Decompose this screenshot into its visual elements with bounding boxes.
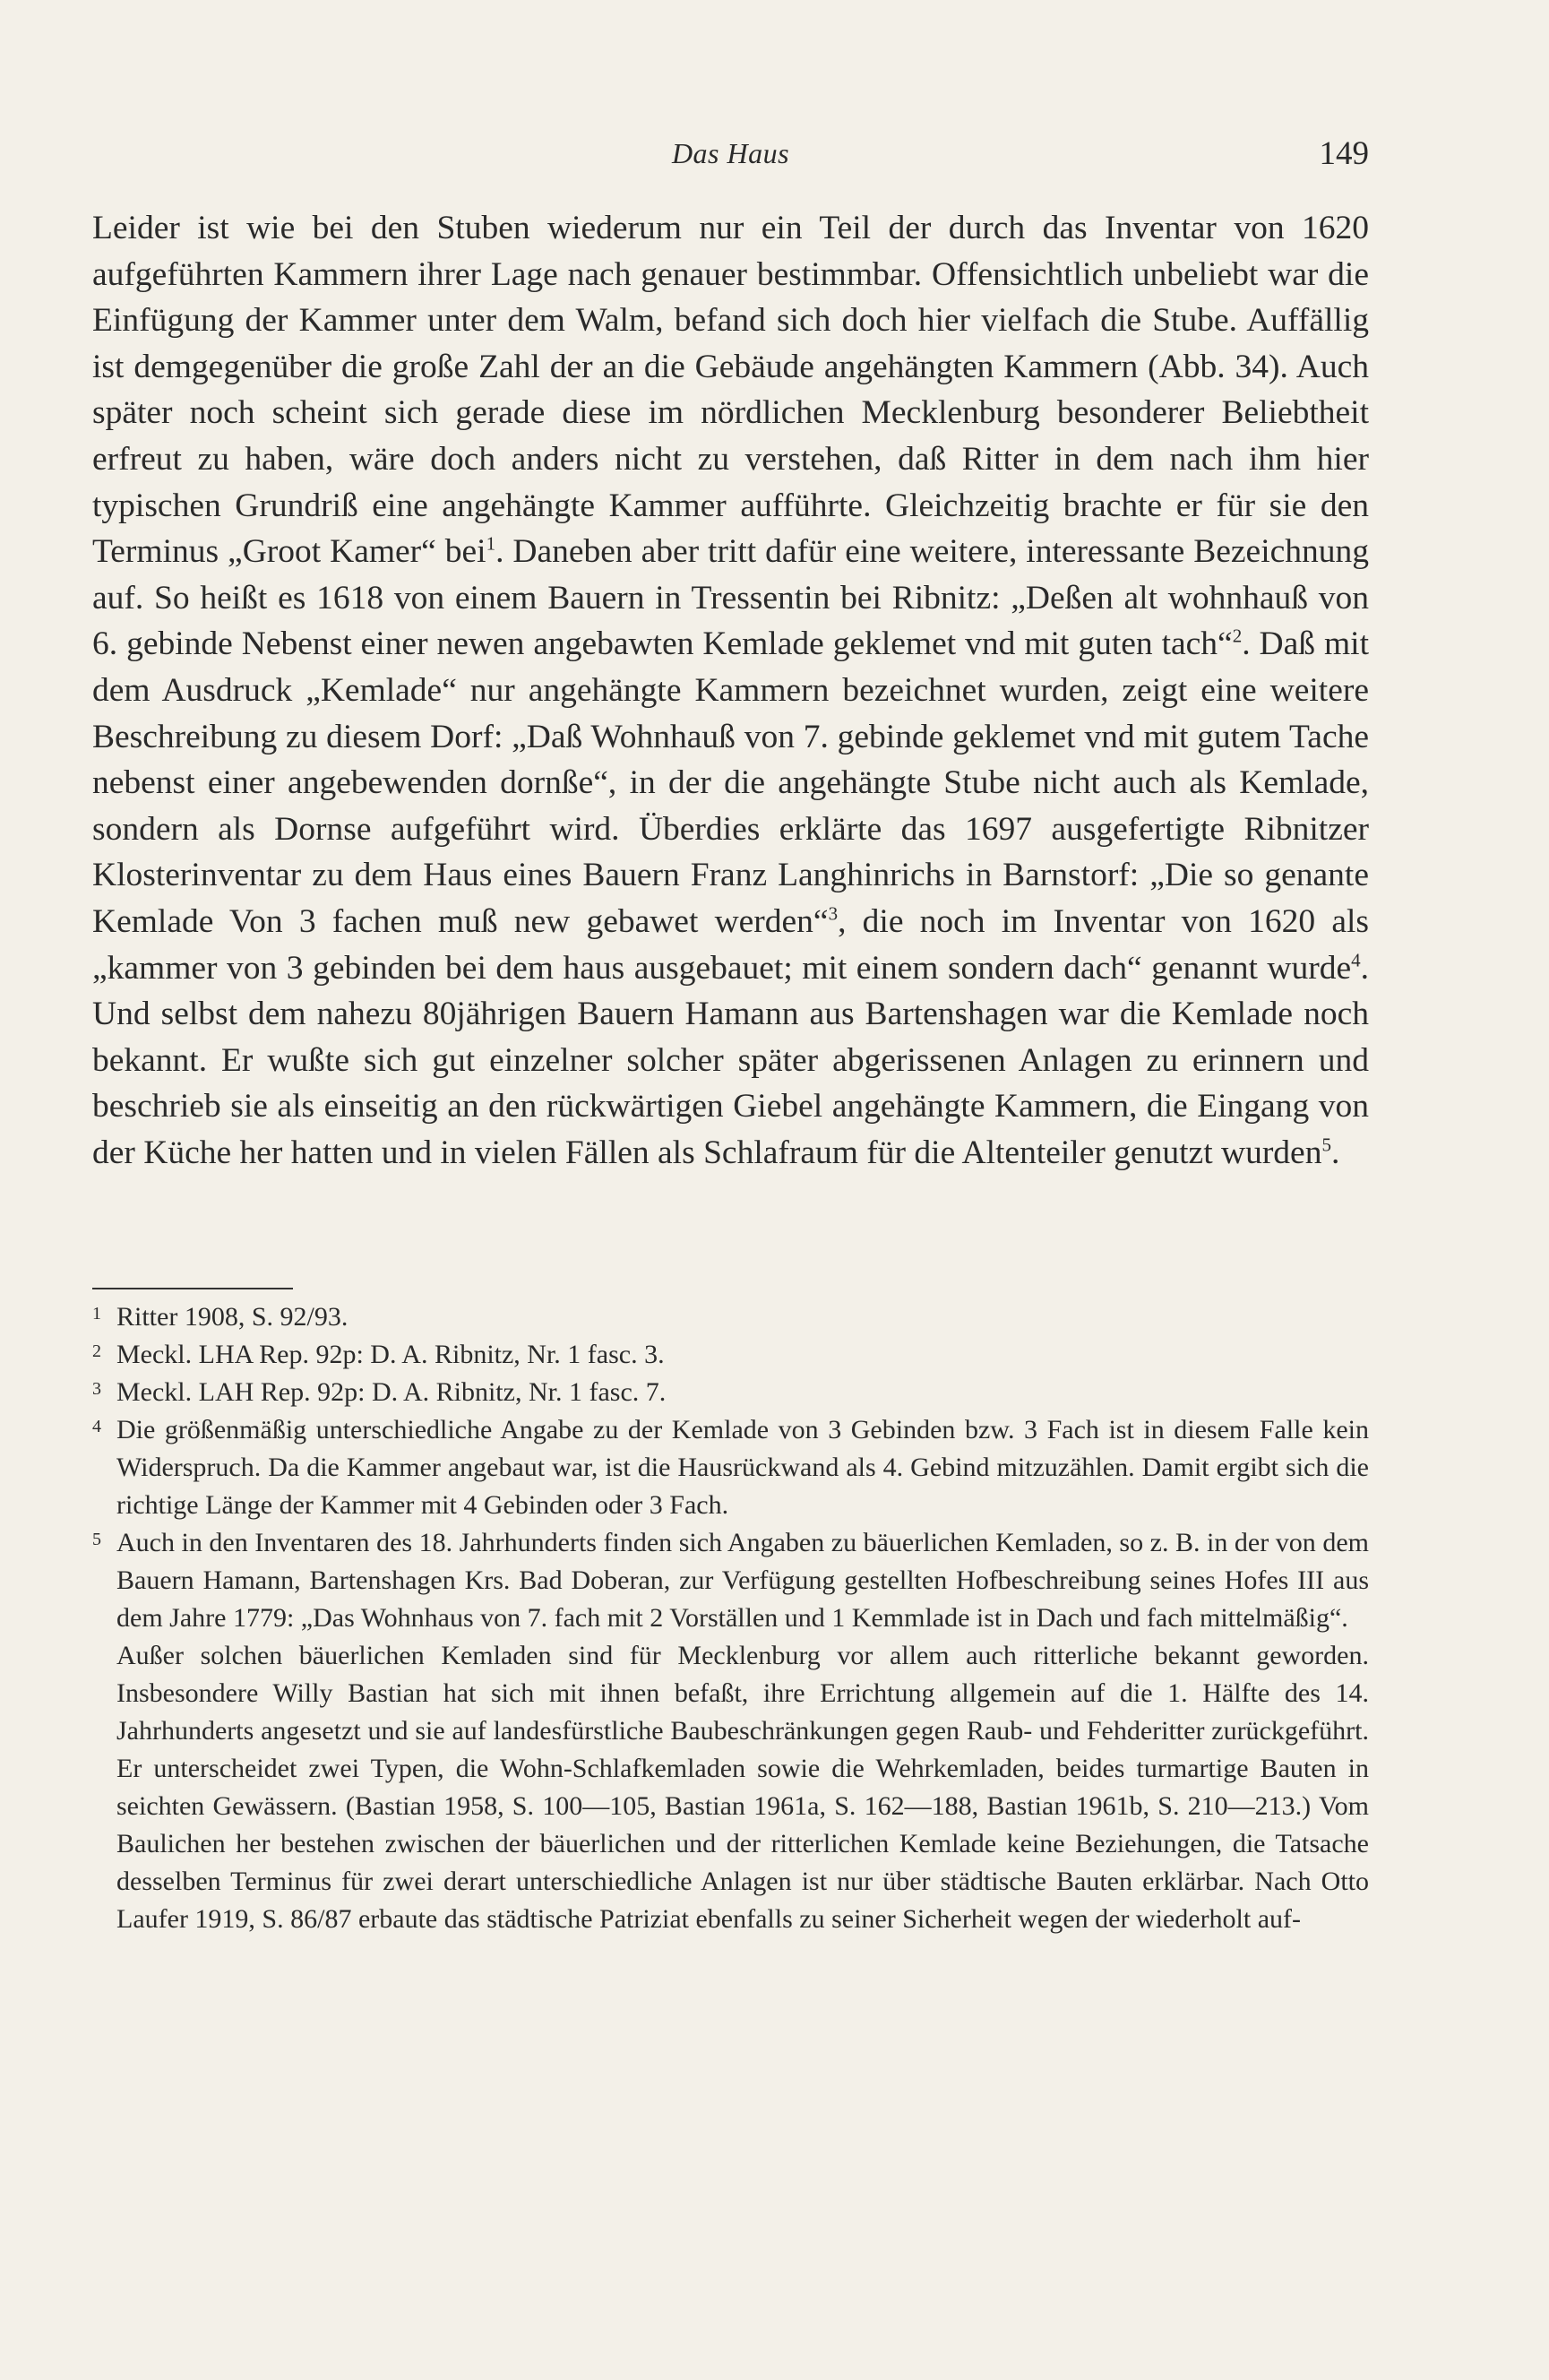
footnote-text: Meckl. LAH Rep. 92p: D. A. Ribnitz, Nr. 1 fasc. 7.	[116, 1377, 667, 1407]
text-segment: . Und selbst dem nahezu 80jährigen Bauern Hamann aus Bartenshagen war die Kemlade noch bekannt. Er wußte sich gut einzelner solcher später abgerissenen Anlagen zu erinnern und beschrieb sie als einseitig an den rückwärtigen Giebel angehängte Kammern, die Eingang von der Küche her hatten und in vielen Fällen als Schlafraum für die Altenteiler genutzt wurden	[92, 949, 1369, 1171]
footnote-text: Ritter 1908, S. 92/93.	[116, 1302, 349, 1332]
footnote-marker: 4	[1351, 949, 1361, 970]
footnote-marker: 2	[1232, 625, 1243, 647]
footnote-number: 3	[92, 1379, 101, 1399]
footnote	[92, 1411, 1369, 1524]
footnote-marker: 5	[1321, 1134, 1331, 1156]
text-segment: . Daneben aber tritt dafür eine weitere, interessante Bezeichnung auf. So heißt es 1618 von einem Bauern in Tressentin bei Ribnitz: „Deßen alt wohnhauß von 6. gebinde Nebenst einer newen angebawten Kemlade geklemet vnd mit guten tach“	[92, 533, 1370, 663]
footnote-number: 1	[92, 1304, 101, 1324]
footnote-divider	[92, 1288, 293, 1289]
footnote	[92, 1336, 1369, 1374]
text-segment: .	[1330, 1134, 1340, 1171]
footnote-text: Auch in den Inventaren des 18. Jahrhunderts finden sich Angaben zu bäuerlichen Kemladen, so z. B. in der von dem Bauern Hamann, Bartenshagen Krs. Bad Doberan, zur Verfügung gestellten Hofbeschreibung seines Hofes III aus dem Jahre 1779: „Das Wohnhaus von 7. fach mit 2 Vorställen und 1 Kemmlade ist in Dach und fach mittelmäßig“.	[116, 1528, 1369, 1633]
footnote	[92, 1298, 1369, 1336]
text-segment: , die noch im Inventar von 1620 als „kammer von 3 gebinden bei dem haus ausgebauet; mit einem sondern dach“ genannt wurde	[92, 902, 1369, 987]
footnote-number: 2	[92, 1341, 101, 1361]
footnote-text: Die größenmäßig unterschiedliche Angabe zu der Kemlade von 3 Gebinden bzw. 3 Fach ist in diesem Falle kein Widerspruch. Da die Kammer angebaut war, ist die Hausrückwand als 4. Gebind mitzuzählen. Damit ergibt sich die richtige Länge der Kammer mit 4 Gebinden oder 3 Fach.	[116, 1415, 1369, 1520]
running-title: Das Haus	[671, 137, 790, 169]
page-header	[92, 133, 1369, 177]
footnote-number: 4	[92, 1417, 101, 1436]
page-number: 149	[1319, 135, 1369, 172]
footnote-marker: 1	[486, 532, 496, 555]
text-segment: . Daß mit dem Ausdruck „Kemlade“ nur angehängte Kammern bezeichnet wurden, zeigt eine weitere Beschreibung zu diesem Dorf: „Daß Wohnhauß von 7. gebinde geklemet vnd mit gutem Tache nebenst einer angebewenden dornße“, in der die angehängte Stube nicht auch als Kemlade, sondern als Dornse aufgeführt wird. Überdies erklärte das 1697 ausgefertigte Ribnitzer Klosterinventar zu dem Haus eines Bauern Franz Langhinrichs in Barnstorf: „Die so genante Kemlade Von 3 fachen muß new gebawet werden“	[92, 625, 1369, 940]
text-segment: Leider ist wie bei den Stuben wiederum nur ein Teil der durch das Inventar von 1620 aufgeführten Kammern ihrer Lage nach genauer bestimmbar. Offensichtlich unbeliebt war die Einfügung der Kammer unter dem Walm, befand sich doch hier vielfach die Stube. Auffällig ist demgegenüber die große Zahl der an die Gebäude angehängten Kammern (Abb. 34). Auch später noch scheint sich gerade diese im nördlichen Mecklenburg besonderer Beliebtheit erfreut zu haben, wäre doch anders nicht zu verstehen, daß Ritter in dem nach ihm hier typischen Grundriß eine angehängte Kammer aufführte. Gleichzeitig brachte er für sie den Terminus „Groot Kamer“ bei	[92, 210, 1369, 571]
footnote	[92, 1524, 1369, 1637]
footnote-number: 5	[92, 1530, 101, 1549]
main-paragraph	[92, 205, 1369, 1176]
footnote-marker: 3	[828, 902, 839, 925]
paragraph	[92, 205, 1369, 1176]
footnote-continuation: Außer solchen bäuerlichen Kemladen sind für Mecklenburg vor allem auch ritterliche bekannt geworden. Insbesondere Willy Bastian hat sich mit ihnen befaßt, ihre Errichtung allgemein auf die 1. Hälfte des 14. Jahrhunderts angesetzt und sie auf landesfürstliche Baubeschränkungen gegen Raub- und Fehderitter zurückgeführt. Er unterscheidet zwei Typen, die Wohn-Schlafkemladen sowie die Wehrkemladen, beides turmartige Bauten in seichten Gewässern. (Bastian 1958, S. 100—105, Bastian 1961a, S. 162—188, Bastian 1961b, S. 210—213.) Vom Baulichen her bestehen zwischen der bäuerlichen und der ritterlichen Kemlade keine Beziehungen, die Tatsache desselben Terminus für zwei derart unterschiedliche Anlagen ist nur über städtische Bauten erklärbar. Nach Otto Laufer 1919, S. 86/87 erbaute das städtische Patriziat ebenfalls zu seiner Sicherheit wegen der wiederholt auf-	[116, 1641, 1369, 1934]
footnotes	[92, 1298, 1369, 1938]
footnote-text: Meckl. LHA Rep. 92p: D. A. Ribnitz, Nr. 1 fasc. 3.	[116, 1340, 665, 1369]
footnote	[92, 1374, 1369, 1411]
